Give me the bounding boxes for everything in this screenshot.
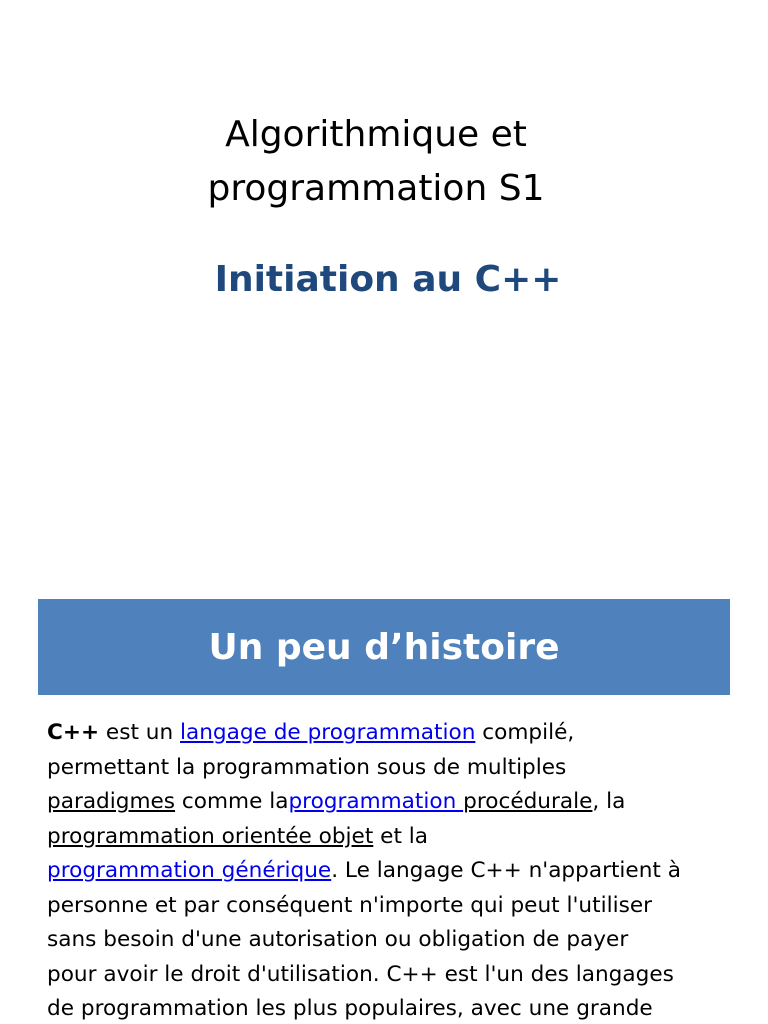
text-segment: sans besoin d'une autorisation ou obligation de payer xyxy=(47,927,629,952)
link-langage-de-programmation[interactable]: langage de programmation xyxy=(180,720,476,745)
slide-title-line-2: programmation S1 xyxy=(207,168,545,209)
slide-subtitle: Initiation au C++ xyxy=(214,259,562,300)
section-banner xyxy=(38,599,730,695)
text-segment: pour avoir le droit d'utilisation. C++ est l'un des langages xyxy=(47,961,674,987)
text-segment: permettant la programmation sous de multiples xyxy=(47,754,567,780)
text-segment: comme la xyxy=(175,789,289,814)
link-programmation-orientee-objet[interactable]: programmation orientée objet xyxy=(47,823,374,849)
text-segment: et la xyxy=(373,823,429,849)
link-procedurale[interactable]: procédurale xyxy=(463,789,593,814)
slide-title-line-1: Algorithmique et xyxy=(225,114,527,155)
text-segment: personne et par conséquent n'importe qui peut l'utiliser xyxy=(47,892,652,918)
section-heading: Un peu d’histoire xyxy=(208,626,560,668)
link-programmation-generique[interactable]: programmation générique xyxy=(47,858,332,883)
text-segment: compilé, xyxy=(475,720,575,745)
text-segment: . Le langage C++ n'appartient à xyxy=(331,858,681,883)
link-paradigmes[interactable]: paradigmes xyxy=(47,789,176,814)
text-segment: , la xyxy=(592,789,626,814)
slide-title xyxy=(0,108,752,216)
text-segment: est un xyxy=(99,720,181,745)
history-paragraph xyxy=(47,716,727,1024)
cpp-term: C++ xyxy=(47,720,100,745)
link-programmation[interactable]: programmation xyxy=(288,789,464,814)
text-segment: de programmation les plus populaires, avec une grande xyxy=(47,996,653,1021)
